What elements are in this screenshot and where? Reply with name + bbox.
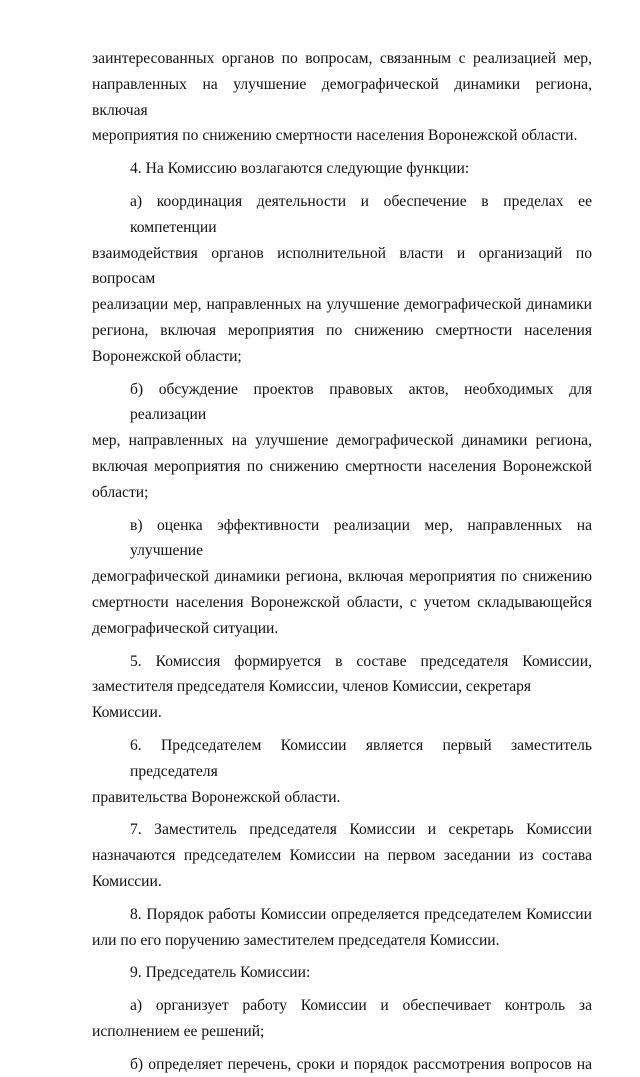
text-line: б) обсуждение проектов правовых актов, необходимых для реализации [130,380,592,424]
text-line: исполнением ее решений; [92,1022,265,1040]
paragraph-p-4a [92,189,592,370]
text-line: 7. Заместитель председателя Комиссии и секретарь Комиссии [130,821,592,839]
paragraph-p-5 [92,649,592,726]
paragraph-p-6 [92,733,592,810]
text-line: 5. Комиссия формируется в составе председателя Комиссии, [130,652,592,670]
text-line: заинтересованных органов по вопросам, связанным с реализацией мер, [92,50,592,67]
text-line: а) координация деятельности и обеспечение в пределах ее компетенции [130,192,592,236]
text-line: мероприятия по снижению смертности населения Воронежской области. [92,127,578,145]
text-line: 6. Председателем Комиссии является первый заместитель председателя [130,736,592,780]
text-line: назначаются председателем Комиссии на первом заседании из состава [92,847,592,865]
paragraph-p-9b [92,1052,592,1077]
text-line: в) оценка эффективности реализации мер, направленных на улучшение [130,516,592,560]
text-line: направленных на улучшение демографической динамики региона, включая [92,75,592,119]
text-line: Воронежской области; [92,347,242,365]
paragraph-p-4v [92,513,592,642]
text-line: реализации мер, направленных на улучшение демографической динамики [92,296,592,314]
paragraph-p-9 [92,960,592,986]
paragraph-p-7 [92,817,592,894]
text-line: региона, включая мероприятия по снижению смертности населения [92,321,592,339]
text-line: б) определяет перечень, сроки и порядок рассмотрения вопросов на [130,1055,592,1073]
text-line: 8. Порядок работы Комиссии определяется председателем Комиссии [130,905,592,923]
paragraph-p-9a [92,993,592,1045]
text-line: мер, направленных на улучшение демографической динамики региона, [92,432,592,450]
text-line: а) организует работу Комиссии и обеспечивает контроль за [130,997,592,1015]
text-line: 4. На Комиссию возлагаются следующие функции: [130,160,470,178]
text-line: заместителя председателя Комиссии, членов Комиссии, секретаря Комиссии. [92,678,532,722]
paragraph-p-8 [92,902,592,954]
text-line: смертности населения Воронежской области, с учетом складывающейся [92,593,592,611]
document-body [92,46,592,1077]
paragraph-p-4b [92,377,592,506]
text-line: Комиссии. [92,872,162,890]
text-line: демографической ситуации. [92,619,279,637]
paragraph-p-continuation [92,46,592,149]
text-line: или по его поручению заместителем председателя Комиссии. [92,931,500,949]
text-line: включая мероприятия по снижению смертности населения Воронежской [92,457,592,475]
text-line: демографической динамики региона, включая мероприятия по снижению [92,568,592,586]
paragraph-p-4 [92,156,592,182]
text-line: области; [92,483,149,501]
text-line: взаимодействия органов исполнительной власти и организаций по вопросам [92,244,592,288]
text-line: правительства Воронежской области. [92,788,341,806]
text-line: 9. Председатель Комиссии: [130,964,311,982]
